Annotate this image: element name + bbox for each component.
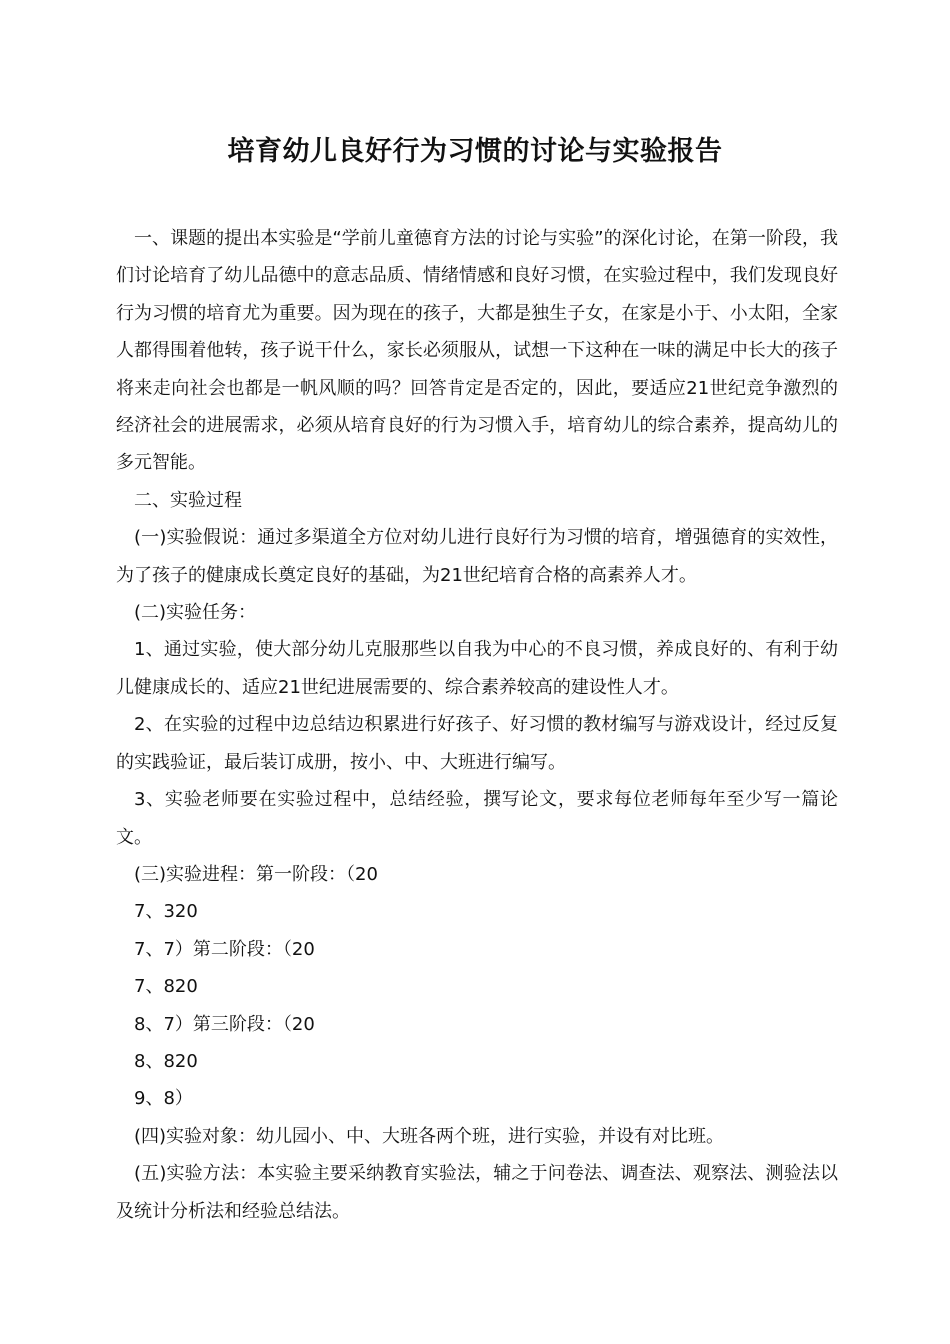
paragraph-problem-statement: 一、课题的提出本实验是“学前儿童德育方法的讨论与实验”的深化讨论，在第一阶段，我们讨论培育了幼儿品德中的意志品质、情绪情感和良好习惯，在实验过程中，我们发现良好行为习惯的培育尤为重要。因为现在的孩子，大都是独生子女，在家是小于、小太阳，全家人都得围着他转，孩子说干什么，家长必须服从，试想一下这种在一味的满足中长大的孩子将来走向社会也都是一帆风顺的吗？回答肯定是否定的，因此，要适应21世纪竞争激烈的经济社会的进展需求，必须从培育良好的行为习惯入手，培育幼儿的综合素养，提高幼儿的多元智能。 bbox=[116, 228, 838, 474]
paragraph-task-2: 2、在实验的过程中边总结边积累进行好孩子、好习惯的教材编写与游戏设计，经过反复的实践验证，最后装订成册，按小、中、大班进行编写。 bbox=[116, 714, 838, 773]
schedule-line: 7、7）第二阶段：（20 bbox=[134, 938, 315, 960]
paragraph-schedule-heading: (三)实验进程：第一阶段：（20 bbox=[134, 863, 378, 885]
paragraph-task-3: 3、实验老师要在实验过程中，总结经验，撰写论文，要求每位老师每年至少写一篇论文。 bbox=[116, 789, 838, 848]
paragraph-subjects: (四)实验对象：幼儿园小、中、大班各两个班，进行实验，并设有对比班。 bbox=[134, 1125, 725, 1147]
schedule-line: 7、320 bbox=[134, 901, 198, 923]
section-heading-experiment-process: 二、实验过程 bbox=[134, 489, 242, 511]
document-title: 培育幼儿良好行为习惯的讨论与实验报告 bbox=[227, 136, 723, 167]
paragraph-hypothesis: (一)实验假说：通过多渠道全方位对幼儿进行良好行为习惯的培育，增强德育的实效性，为了孩子的健康成长奠定良好的基础，为21世纪培育合格的高素养人才。 bbox=[116, 527, 838, 586]
schedule-line: 7、820 bbox=[134, 976, 198, 998]
document-body bbox=[116, 220, 838, 1230]
schedule-line: 9、8） bbox=[134, 1088, 193, 1110]
paragraph-methods: (五)实验方法：本实验主要采纳教育实验法，辅之于问卷法、调查法、观察法、测验法以及统计分析法和经验总结法。 bbox=[116, 1163, 838, 1222]
paragraph-tasks-heading: (二)实验任务： bbox=[134, 602, 257, 624]
paragraph-task-1: 1、通过实验，使大部分幼儿克服那些以自我为中心的不良习惯，养成良好的、有利于幼儿健康成长的、适应21世纪进展需要的、综合素养较高的建设性人才。 bbox=[116, 639, 838, 698]
schedule-line: 8、7）第三阶段：（20 bbox=[134, 1013, 315, 1035]
schedule-line: 8、820 bbox=[134, 1050, 198, 1072]
